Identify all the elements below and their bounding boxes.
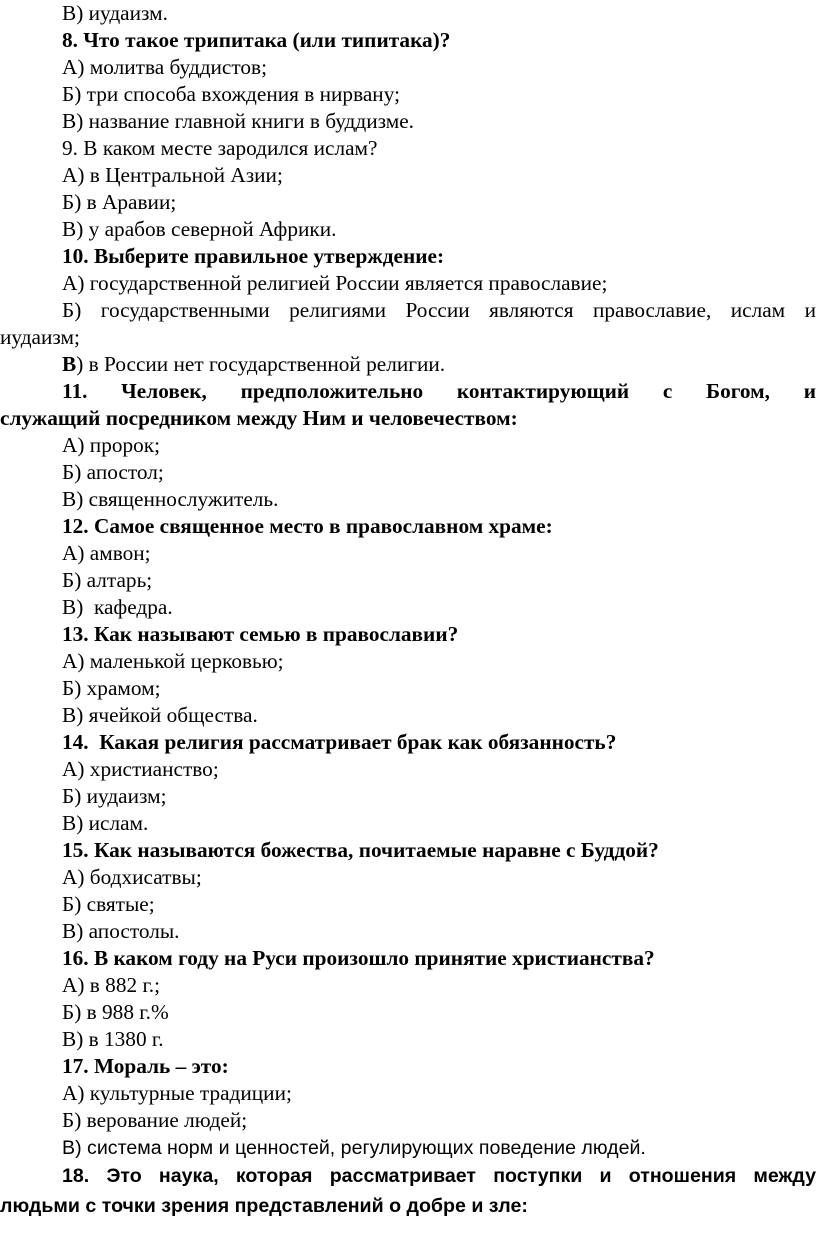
question-14: 14. Какая религия рассматривает брак как обязанность? [62,730,617,754]
question-9: 9. В каком месте зародился ислам? [62,136,378,160]
answer-line: А) в Центральной Азии; [62,163,283,187]
answer-line: В) кафедра. [62,595,173,619]
question-17: 17. Мораль – это: [62,1054,229,1078]
answer-line: А) в 882 г.; [62,973,161,997]
answer-line: В) у арабов северной Африки. [62,217,337,241]
answer-line: А) амвон; [62,541,151,565]
question-16: 16. В каком году на Руси произошло принятие христианства? [62,946,655,970]
answer-line: Б) три способа вхождения в нирвану; [62,82,400,106]
answer-line: В) ислам. [62,811,149,835]
answer-line: Б) святые; [62,892,155,916]
answer-line: Б) государственными религиями России являются православие, ислам и [62,298,816,322]
answer-line: Б) иудаизм; [62,784,167,808]
answer-line: А) христианство; [62,757,219,781]
answer-line: В) ячейкой общества. [62,703,258,727]
answer-line: В) название главной книги в буддизме. [62,109,414,133]
question-11-continued: служащий посредником между Ним и человечеством: [0,406,518,430]
question-11: 11. Человек, предположительно контактирующий с Богом, и [62,379,816,403]
answer-line: А) маленькой церковью; [62,649,284,673]
question-8: 8. Что такое трипитака (или типитака)? [62,28,451,52]
answer-line: В) система норм и ценностей, регулирующих поведение людей. [62,1137,646,1159]
question-15: 15. Как называются божества, почитаемые наравне с Буддой? [62,838,659,862]
answer-line: В) в 1380 г. [62,1027,164,1051]
answer-line: А) государственной религией России является православие; [62,271,608,295]
answer-line: Б) в Аравии; [62,190,177,214]
question-13: 13. Как называют семью в православии? [62,622,459,646]
answer-line: А) молитва буддистов; [62,55,268,79]
question-18-continued: людьми с точки зрения представлений о добре и зле: [0,1195,528,1217]
question-10: 10. Выберите правильное утверждение: [62,244,445,268]
answer-line: А) культурные традиции; [62,1081,292,1105]
answer-line: В) апостолы. [62,919,180,943]
answer-line: А) пророк; [62,433,161,457]
answer-text: ) в России нет государственной религии. [76,352,446,376]
answer-line: Б) храмом; [62,676,161,700]
answer-line [62,351,445,378]
question-18: 18. Это наука, которая рассматривает поступки и отношения между [62,1165,816,1187]
answer-line: В) священнослужитель. [62,487,279,511]
answer-line-continued: иудаизм; [0,325,80,349]
answer-letter: В [62,352,77,376]
question-12: 12. Самое священное место в православном храме: [62,514,553,538]
answer-line: Б) алтарь; [62,568,153,592]
answer-line: Б) в 988 г.% [62,1000,169,1024]
answer-line: А) бодхисатвы; [62,865,202,889]
answer-line: Б) верование людей; [62,1108,248,1132]
answer-line: Б) апостол; [62,460,164,484]
answer-line: В) иудаизм. [62,1,168,25]
